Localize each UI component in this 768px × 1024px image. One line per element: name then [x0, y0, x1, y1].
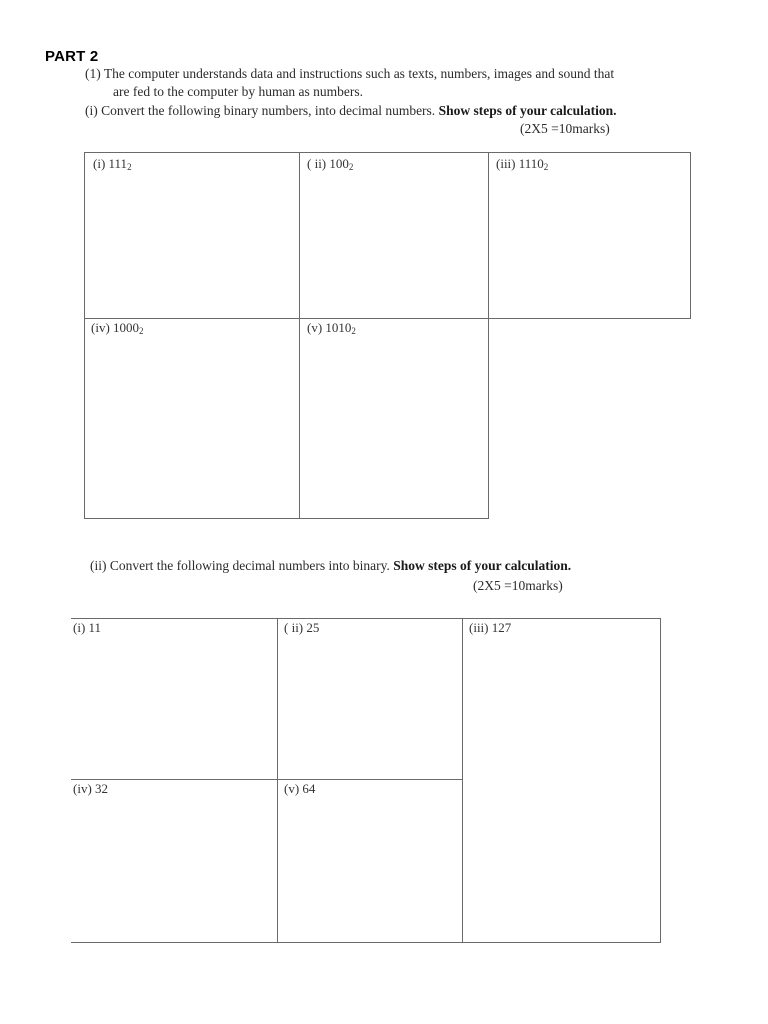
- decimal-cell-1[interactable]: (i) 11: [73, 620, 102, 635]
- intro-text-1: The computer understands data and instructions such as texts, numbers, images and sound that: [103, 66, 615, 81]
- binary-cell-4[interactable]: (iv) $1000_2$: [91, 320, 144, 336]
- intro-line-2: are fed to the computer by human as numbers.: [113, 84, 364, 99]
- decimal-cell-3[interactable]: (iii) 127: [469, 620, 512, 635]
- intro-number: (1): [85, 66, 101, 81]
- intro-line-1: [85, 66, 614, 82]
- decimal-cell-4[interactable]: (iv) 32: [73, 781, 109, 796]
- section2-marks: (2X5 =10marks): [473, 578, 563, 593]
- decimal-cell-5[interactable]: (v) 64: [284, 781, 316, 796]
- section2-instruction: [90, 558, 571, 574]
- section1-marks: (2X5 =10marks): [520, 121, 610, 136]
- section1-instruction: [85, 103, 616, 119]
- binary-cell-2[interactable]: ( ii) $100_2$: [307, 156, 354, 172]
- binary-cell-1[interactable]: (i) $111_2$: [93, 156, 132, 172]
- section2-emphasis: Show steps of your calculation.: [393, 558, 572, 573]
- section2-number: (ii): [90, 558, 107, 573]
- binary-cell-3[interactable]: (iii) $1110_2$: [496, 156, 549, 172]
- section1-number: (i): [85, 103, 98, 118]
- section1-emphasis: Show steps of your calculation.: [438, 103, 617, 118]
- binary-cell-5[interactable]: (v) $1010_2$: [307, 320, 356, 336]
- section1-text: Convert the following binary numbers, into decimal numbers.: [101, 103, 436, 118]
- decimal-cell-2[interactable]: ( ii) 25: [284, 620, 320, 635]
- section2-text: Convert the following decimal numbers into binary.: [109, 558, 390, 573]
- part-title: PART 2: [45, 48, 99, 65]
